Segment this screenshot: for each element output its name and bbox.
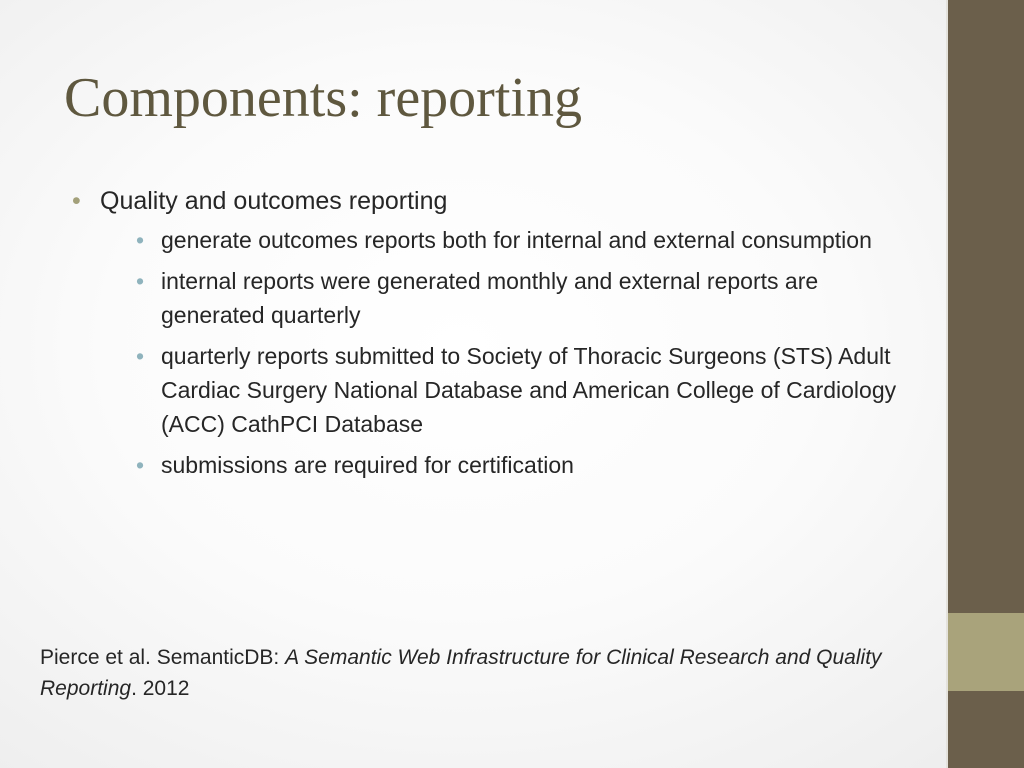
citation-suffix: . 2012 <box>131 677 190 700</box>
sub-bullet-item <box>100 448 902 482</box>
sub-bullet-text: generate outcomes reports both for internal and external consumption <box>161 227 872 253</box>
sub-bullet-icon: • <box>136 452 145 478</box>
bullet-icon: • <box>72 187 81 215</box>
slide-title: Components: reporting <box>64 67 582 129</box>
sidebar-bar-bottom <box>948 691 1024 768</box>
sub-bullet-item <box>100 223 902 257</box>
sub-bullet-item <box>100 264 902 332</box>
bullet-list <box>72 184 902 482</box>
bullet-item-level1 <box>72 184 902 482</box>
citation <box>40 642 920 704</box>
citation-title: A Semantic Web Infrastructure for Clinical Research and Quality Reporting <box>40 646 882 700</box>
slide-content <box>72 184 902 489</box>
sub-bullet-icon: • <box>136 343 145 369</box>
sub-bullet-item <box>100 339 902 441</box>
sub-bullet-text: quarterly reports submitted to Society of Thoracic Surgeons (STS) Adult Cardiac Surgery National Database and American College of Cardiology (ACC) CathPCI Database <box>161 343 897 437</box>
bullet-text: Quality and outcomes reporting <box>100 187 448 215</box>
citation-prefix: Pierce et al. SemanticDB: <box>40 646 286 669</box>
sidebar-bar-top <box>948 0 1024 613</box>
sub-bullet-icon: • <box>136 227 145 253</box>
sub-bullet-text: internal reports were generated monthly and external reports are generated quarterly <box>161 268 819 328</box>
sub-bullet-text: submissions are required for certification <box>161 452 574 478</box>
sub-bullet-list <box>100 223 902 482</box>
sidebar-bar-accent <box>948 613 1024 691</box>
sub-bullet-icon: • <box>136 268 145 294</box>
